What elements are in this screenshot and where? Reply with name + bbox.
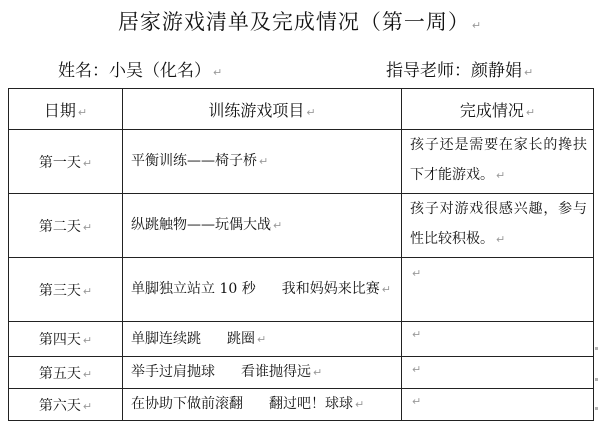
game-item-text: 单脚独立站立 10 秒 (131, 281, 256, 297)
paragraph-mark-icon: ↵ (313, 366, 323, 379)
completion-text: 孩子还是需要在家长的搀扶下才能游戏。 (410, 137, 587, 183)
paragraph-mark-icon: ↵ (82, 220, 93, 234)
header-completion (402, 89, 594, 130)
teacher-name-label (386, 56, 533, 81)
margin-marker (595, 378, 598, 381)
game-item-text: 纵跳触物——玩偶大战 (131, 217, 271, 233)
game-item-text: 看谁抛得远 (241, 364, 311, 380)
game-item-text: 举手过肩抛球 (131, 364, 215, 380)
student-name-text: 姓名：小吴（化名） (58, 61, 211, 81)
paragraph-mark-icon: ↵ (259, 155, 269, 168)
paragraph-mark-icon: ↵ (412, 395, 422, 408)
paragraph-mark-icon: ↵ (82, 284, 93, 298)
paragraph-mark-icon: ↵ (525, 105, 536, 119)
game-item-cell (123, 357, 402, 389)
game-item-text: 跳圈 (227, 330, 255, 347)
table-row (9, 389, 594, 421)
day-text: 第一天 (38, 154, 81, 171)
paragraph-mark-icon: ↵ (213, 66, 223, 79)
paragraph-mark-icon: ↵ (412, 328, 422, 341)
game-item-text: 平衡训练——椅子桥 (131, 153, 257, 169)
paragraph-mark-icon: ↵ (82, 399, 93, 413)
game-item-cell (123, 389, 402, 421)
table-header-row (9, 89, 594, 130)
game-item-cell (123, 258, 402, 322)
day-cell (9, 194, 123, 258)
completion-cell (402, 322, 594, 357)
table-row (9, 258, 594, 322)
day-text: 第五天 (38, 365, 81, 382)
game-item-text: 我和妈妈来比赛 (281, 281, 380, 297)
completion-cell (402, 130, 594, 194)
document-title (0, 6, 600, 36)
day-text: 第二天 (38, 218, 81, 235)
paragraph-mark-icon: ↵ (355, 398, 365, 411)
teacher-name-text: 指导老师：颜静娟 (386, 61, 522, 81)
header-game-item (123, 89, 402, 130)
completion-cell (402, 357, 594, 389)
paragraph-mark-icon: ↵ (257, 332, 267, 346)
day-cell (9, 130, 123, 194)
game-item-text: 翻过吧！球球 (269, 396, 353, 412)
paragraph-mark-icon: ↵ (273, 219, 283, 232)
header-game-item-text: 训练游戏项目 (208, 100, 305, 120)
paragraph-mark-icon: ↵ (82, 334, 93, 347)
info-row (0, 56, 600, 80)
paragraph-mark-icon: ↵ (77, 105, 88, 119)
margin-marker (595, 347, 598, 350)
table-row (9, 194, 594, 258)
game-item-text: 单脚连续跳 (131, 330, 201, 347)
paragraph-mark-icon: ↵ (412, 267, 422, 280)
game-item-cell (123, 194, 402, 258)
paragraph-mark-icon: ↵ (471, 19, 483, 32)
day-cell (9, 322, 123, 357)
day-text: 第六天 (38, 397, 81, 414)
day-text: 第三天 (38, 282, 81, 299)
table-row (9, 322, 594, 357)
day-cell (9, 258, 123, 322)
paragraph-mark-icon: ↵ (381, 283, 391, 296)
table-row (9, 130, 594, 194)
margin-marker (595, 407, 598, 410)
document-title-text: 居家游戏清单及完成情况（第一周） (117, 10, 470, 34)
game-item-text: 在协助下做前滚翻 (131, 396, 243, 412)
day-cell (9, 389, 123, 421)
paragraph-mark-icon: ↵ (412, 363, 422, 376)
completion-cell (402, 258, 594, 322)
paragraph-mark-icon: ↵ (496, 233, 506, 246)
header-date (9, 89, 123, 130)
header-date-text: 日期 (43, 100, 76, 120)
game-checklist-table (8, 88, 594, 421)
paragraph-mark-icon: ↵ (82, 367, 93, 381)
paragraph-mark-icon: ↵ (524, 66, 534, 79)
table-row (9, 357, 594, 389)
game-item-cell (123, 322, 402, 357)
paragraph-mark-icon: ↵ (82, 156, 93, 170)
header-completion-text: 完成情况 (459, 100, 524, 120)
student-name-label (58, 56, 222, 81)
day-text: 第四天 (38, 332, 81, 348)
paragraph-mark-icon: ↵ (306, 105, 316, 119)
completion-cell (402, 194, 594, 258)
day-cell (9, 357, 123, 389)
completion-text: 孩子对游戏很感兴趣，参与性比较积极。 (410, 201, 587, 247)
completion-cell (402, 389, 594, 421)
game-item-cell (123, 130, 402, 194)
paragraph-mark-icon: ↵ (496, 169, 506, 182)
